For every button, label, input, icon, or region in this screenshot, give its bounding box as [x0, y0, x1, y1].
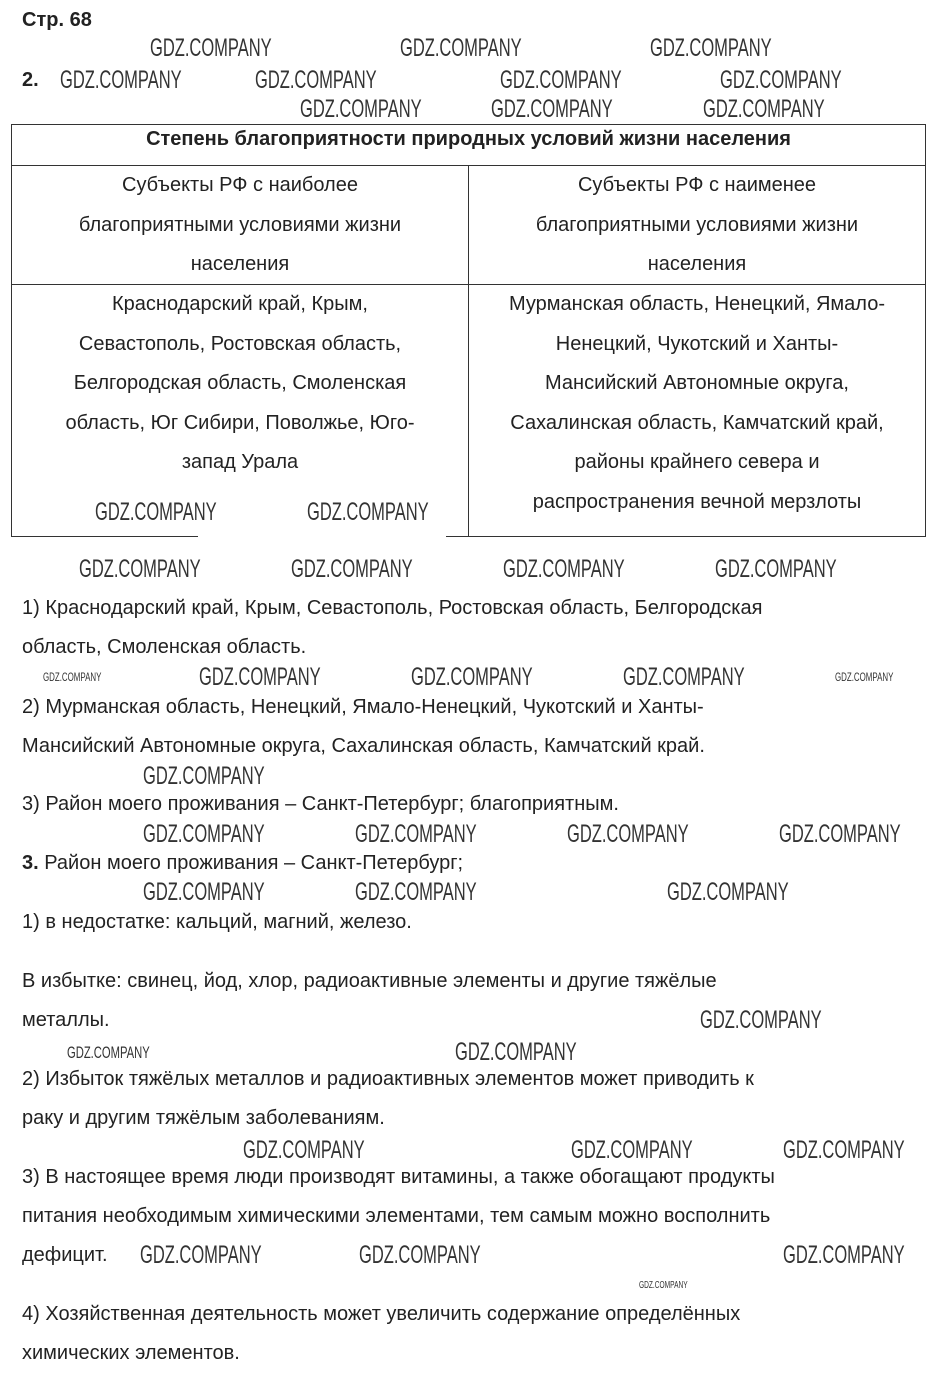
answer-3-3: питания необходимым химическими элементами, тем самым можно восполнить: [22, 1205, 771, 1227]
header-line: населения: [190, 253, 290, 275]
watermark: GDZ.COMPANY: [650, 34, 772, 62]
watermark: GDZ.COMPANY: [503, 555, 625, 583]
table-title: Степень благоприятности природных условий жизни населения: [146, 128, 791, 150]
watermark: GDZ.COMPANY: [355, 820, 477, 848]
watermark: GDZ.COMPANY: [143, 878, 265, 906]
header-line: населения: [647, 253, 747, 275]
body-line: Ненецкий, Чукотский и Ханты-: [555, 332, 839, 355]
answer-2-1: область, Смоленская область.: [22, 636, 307, 658]
answer-3-1: 1) в недостатке: кальций, магний, железо.: [22, 911, 412, 933]
col2-body: [469, 285, 925, 522]
body-line: районы крайнего севера и: [574, 451, 820, 473]
answer-3-2: раку и другим тяжёлым заболеваниям.: [22, 1107, 385, 1129]
watermark: GDZ.COMPANY: [150, 34, 272, 62]
body-line: Белгородская область, Смоленская: [73, 372, 407, 394]
watermark: GDZ.COMPANY: [291, 555, 413, 583]
answer-3-excess: металлы.: [22, 1009, 110, 1031]
body-line: Мансийский Автономные округа,: [545, 372, 849, 394]
answer-2-3: 3) Район моего проживания – Санкт-Петербург; благоприятным.: [22, 793, 619, 815]
task-3-intro: [22, 851, 463, 875]
watermark: GDZ.COMPANY: [411, 663, 533, 691]
watermark: GDZ.COMPANY: [140, 1241, 262, 1269]
watermark: GDZ.COMPANY: [243, 1136, 365, 1164]
task-3-number: 3.: [22, 852, 39, 874]
watermark: GDZ.COMPANY: [60, 66, 182, 94]
answer-3-excess: В избытке: свинец, йод, хлор, радиоактивные элементы и другие тяжёлые: [22, 970, 717, 992]
watermark: GDZ.COMPANY: [567, 820, 689, 848]
answer-2-2: 2) Мурманская область, Ненецкий, Ямало-Ненецкий, Чукотский и Ханты-: [22, 696, 704, 718]
header-line: Субъекты РФ с наименее: [577, 174, 817, 196]
answer-3-4: 4) Хозяйственная деятельность может увеличить содержание определённых: [22, 1303, 741, 1325]
body-line: Сахалинская область, Камчатский край,: [510, 411, 884, 434]
watermark: GDZ.COMPANY: [639, 1280, 688, 1291]
answer-3-2: 2) Избыток тяжёлых металлов и радиоактивных элементов может приводить к: [22, 1068, 754, 1090]
answer-3-4: химических элементов.: [22, 1342, 240, 1364]
watermark: GDZ.COMPANY: [455, 1038, 577, 1066]
watermark: GDZ.COMPANY: [491, 95, 613, 123]
body-line: Севастополь, Ростовская область,: [78, 332, 402, 355]
watermark: GDZ.COMPANY: [500, 66, 622, 94]
watermark: GDZ.COMPANY: [779, 820, 901, 848]
header-line: благоприятными условиями жизни: [78, 213, 402, 236]
body-line: запад Урала: [181, 451, 299, 473]
watermark: GDZ.COMPANY: [835, 670, 894, 684]
watermark: GDZ.COMPANY: [667, 878, 789, 906]
watermark: GDZ.COMPANY: [67, 1043, 150, 1062]
col1-body: [12, 285, 468, 483]
answer-2-2: Мансийский Автономные округа, Сахалинская область, Камчатский край.: [22, 735, 705, 757]
answer-3-3: 3) В настоящее время люди производят витамины, а также обогащают продукты: [22, 1166, 775, 1188]
watermark: GDZ.COMPANY: [79, 555, 201, 583]
body-line: Мурманская область, Ненецкий, Ямало-: [509, 293, 885, 315]
watermark: GDZ.COMPANY: [783, 1241, 905, 1269]
task-2-number: 2.: [22, 69, 39, 91]
task-3-intro-text: Район моего проживания – Санкт-Петербург;: [38, 852, 464, 874]
watermark: GDZ.COMPANY: [43, 670, 102, 684]
header-line: благоприятными условиями жизни: [535, 213, 859, 236]
body-line: распространения вечной мерзлоты: [532, 490, 862, 513]
watermark: GDZ.COMPANY: [95, 498, 217, 526]
watermark: GDZ.COMPANY: [355, 878, 477, 906]
watermark: GDZ.COMPANY: [359, 1241, 481, 1269]
watermark: GDZ.COMPANY: [783, 1136, 905, 1164]
conditions-table: [11, 124, 926, 537]
page-label: Стр. 68: [22, 9, 92, 31]
watermark: GDZ.COMPANY: [700, 1006, 822, 1034]
watermark: GDZ.COMPANY: [703, 95, 825, 123]
body-line: область, Юг Сибири, Поволжье, Юго-: [65, 411, 415, 434]
watermark: GDZ.COMPANY: [143, 762, 265, 790]
watermark: GDZ.COMPANY: [307, 498, 429, 526]
watermark: GDZ.COMPANY: [143, 820, 265, 848]
watermark: GDZ.COMPANY: [715, 555, 837, 583]
watermark: GDZ.COMPANY: [623, 663, 745, 691]
watermark: GDZ.COMPANY: [300, 95, 422, 123]
col1-header: [12, 166, 468, 285]
watermark: GDZ.COMPANY: [400, 34, 522, 62]
watermark: GDZ.COMPANY: [255, 66, 377, 94]
col2-header: [469, 166, 925, 285]
watermark: GDZ.COMPANY: [720, 66, 842, 94]
watermark: GDZ.COMPANY: [199, 663, 321, 691]
answer-2-1: 1) Краснодарский край, Крым, Севастополь, Ростовская область, Белгородская: [22, 597, 763, 619]
header-line: Субъекты РФ с наиболее: [122, 174, 358, 196]
watermark: GDZ.COMPANY: [571, 1136, 693, 1164]
answer-3-3: дефицит.: [22, 1244, 108, 1266]
body-line: Краснодарский край, Крым,: [112, 293, 368, 315]
